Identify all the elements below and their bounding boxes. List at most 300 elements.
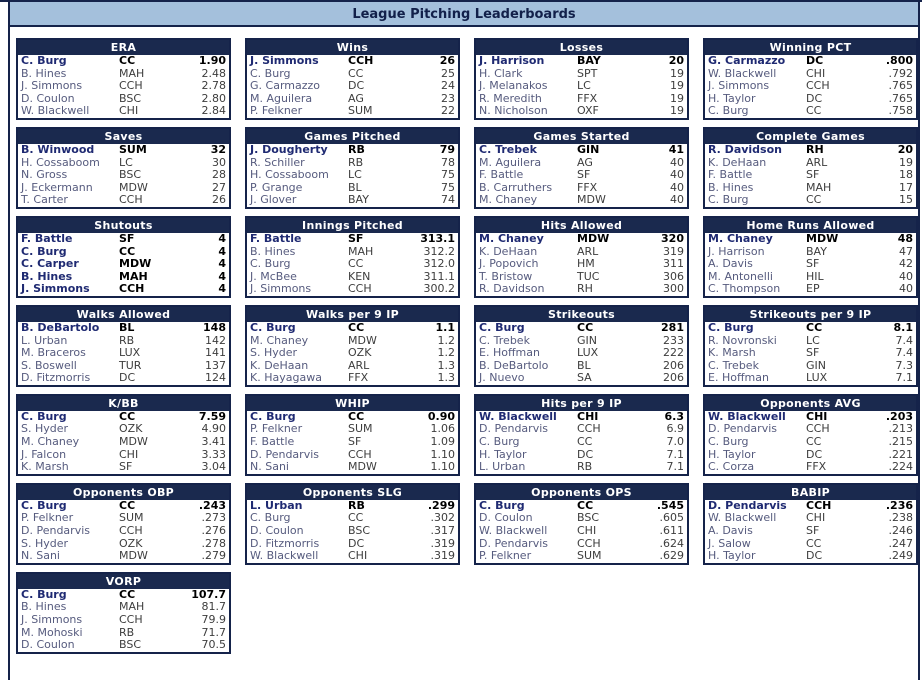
player-name[interactable]: A. Davis (708, 258, 753, 271)
player-name[interactable]: E. Hoffman (708, 372, 769, 385)
player-name[interactable]: W. Blackwell (250, 550, 319, 563)
stat-value: .792 (888, 66, 913, 80)
team-abbr: BSC (119, 638, 142, 652)
leaderboard-title: Innings Pitched (247, 218, 458, 233)
player-name[interactable]: C. Burg (708, 436, 749, 449)
team-abbr: MDW (806, 231, 839, 245)
team-abbr: OZK (119, 536, 143, 550)
leaderboard-title: Strikeouts per 9 IP (705, 307, 916, 322)
stat-value: 78 (441, 155, 455, 169)
stat-value: 306 (663, 269, 684, 283)
player-name[interactable]: S. Hyder (21, 423, 69, 436)
stat-value: 4 (218, 257, 226, 271)
team-abbr: ARL (806, 155, 828, 169)
table-row (476, 80, 687, 93)
team-abbr: HM (577, 257, 595, 271)
team-abbr: CCH (119, 79, 143, 93)
table-row (247, 283, 458, 296)
player-name[interactable]: M. Chaney (21, 436, 80, 449)
player-name[interactable]: B. Hines (708, 181, 754, 194)
table-row (247, 436, 458, 449)
leaderboard-body (247, 144, 458, 207)
team-abbr: SF (348, 435, 362, 449)
stat-value: .215 (888, 435, 913, 449)
team-abbr: DC (577, 447, 594, 461)
team-abbr: MAH (806, 180, 832, 194)
stat-value: 15 (899, 193, 913, 207)
player-name[interactable]: B. Hines (250, 245, 296, 258)
player-name[interactable]: H. Taylor (708, 550, 756, 563)
player-name[interactable]: J. Simmons (250, 283, 312, 296)
player-name[interactable]: K. Marsh (708, 347, 756, 360)
team-abbr: CHI (577, 409, 599, 423)
table-row (476, 105, 687, 118)
player-name[interactable]: J. Harrison (479, 55, 545, 67)
player-name[interactable]: K. Hayagawa (250, 372, 322, 385)
stat-value: 3.33 (201, 447, 226, 461)
leaderboard-table-opponents-ops (474, 483, 689, 565)
leaderboards-grid (10, 27, 918, 664)
stat-value: 300.2 (423, 282, 455, 296)
team-abbr: CC (577, 498, 594, 512)
player-name[interactable]: W. Blackwell (708, 410, 786, 423)
stat-value: 312.2 (423, 244, 455, 258)
stat-value: 30 (212, 155, 226, 169)
player-name[interactable]: M. Chaney (250, 334, 309, 347)
stat-value: 20 (668, 54, 684, 67)
player-name[interactable]: J. Eckermann (21, 181, 93, 194)
player-name[interactable]: P. Felkner (250, 423, 303, 436)
team-abbr: CC (348, 66, 364, 80)
leaderboard-title: WHIP (247, 396, 458, 411)
stat-value: 74 (441, 193, 455, 207)
team-abbr: CC (577, 435, 593, 449)
table-row (705, 372, 916, 385)
player-name[interactable]: H. Cossaboom (21, 156, 100, 169)
team-abbr: BSC (119, 168, 142, 182)
table-row (705, 105, 916, 118)
stat-value: 79.9 (201, 613, 226, 626)
player-name[interactable]: D. Pendarvis (479, 423, 548, 436)
team-abbr: CCH (577, 422, 601, 436)
player-name[interactable]: J. McBee (250, 270, 297, 283)
player-name[interactable]: C. Corza (708, 461, 755, 474)
player-name[interactable]: P. Felkner (479, 550, 532, 563)
team-abbr: MDW (119, 180, 148, 194)
stat-value: .319 (430, 549, 455, 563)
stat-value: 206 (663, 371, 684, 385)
player-name[interactable]: F. Battle (250, 436, 295, 449)
player-name[interactable]: R. Novronski (708, 334, 777, 347)
stat-value: 19 (670, 66, 684, 80)
player-name[interactable]: C. Burg (479, 436, 520, 449)
player-name[interactable]: G. Carmazzo (708, 55, 786, 67)
player-name[interactable]: H. Cossaboom (250, 169, 329, 182)
stat-value: 7.1 (666, 460, 684, 474)
player-name[interactable]: H. Taylor (479, 448, 527, 461)
leaderboard-body (705, 411, 916, 474)
player-name[interactable]: E. Hoffman (479, 347, 540, 360)
player-name[interactable]: D. Coulon (21, 92, 75, 105)
leaderboard-title: Games Started (476, 129, 687, 144)
player-name[interactable]: W. Blackwell (21, 105, 90, 118)
player-name[interactable]: T. Bristow (479, 270, 533, 283)
leaderboard-table-losses (474, 38, 689, 120)
team-abbr: CC (806, 435, 822, 449)
leaderboard-table-whip (245, 394, 460, 476)
player-name[interactable]: C. Burg (21, 499, 67, 512)
team-abbr: GIN (577, 333, 597, 347)
leaderboard-body (476, 144, 687, 207)
player-name[interactable]: B. Hines (21, 270, 73, 283)
player-name[interactable]: C. Burg (21, 55, 67, 67)
stat-value: 107.7 (191, 587, 226, 601)
stat-value: .605 (659, 511, 684, 525)
table-row (705, 322, 916, 335)
leaderboard-body (18, 322, 229, 385)
team-abbr: DC (348, 79, 365, 93)
table-row (247, 322, 458, 335)
player-name[interactable]: H. Clark (479, 67, 523, 80)
stat-value: 70.5 (201, 638, 226, 652)
stat-value: 7.59 (198, 409, 226, 423)
player-name[interactable]: C. Carper (21, 258, 79, 271)
stat-value: 1.09 (430, 435, 455, 449)
player-name[interactable]: J. Glover (250, 194, 297, 207)
leaderboard-body (705, 500, 916, 563)
team-abbr: EP (806, 282, 820, 296)
player-name[interactable]: C. Burg (21, 245, 67, 258)
player-name[interactable]: R. Davidson (708, 143, 782, 156)
team-abbr: FFX (577, 180, 598, 194)
player-name[interactable]: K. DeHaan (250, 359, 309, 372)
stat-value: 6.3 (664, 409, 684, 423)
player-name[interactable]: M. Chaney (479, 194, 538, 207)
player-name[interactable]: C. Burg (479, 499, 525, 512)
player-name[interactable]: J. Simmons (250, 55, 319, 67)
leaderboard-body (247, 322, 458, 385)
leaderboard-body (705, 322, 916, 385)
player-name[interactable]: C. Burg (250, 321, 296, 334)
leaderboard-body (18, 589, 229, 652)
leaderboard-table-babip (703, 483, 918, 565)
player-name[interactable]: W. Blackwell (479, 410, 557, 423)
stat-value: 32 (210, 142, 226, 156)
stat-value: 281 (661, 320, 684, 334)
player-name[interactable]: H. Taylor (708, 448, 756, 461)
stat-value: 75 (441, 180, 455, 194)
stat-value: 40 (670, 155, 684, 169)
player-name[interactable]: J. Popovich (479, 258, 539, 271)
player-name[interactable]: A. Davis (708, 525, 753, 538)
table-row (705, 550, 916, 563)
table-row (18, 614, 229, 627)
player-name[interactable]: C. Burg (708, 194, 749, 207)
table-row (18, 105, 229, 118)
stat-value: .302 (430, 511, 455, 525)
player-name[interactable]: D. Pendarvis (479, 537, 548, 550)
stat-value: 18 (899, 168, 913, 182)
team-abbr: CCH (806, 422, 830, 436)
player-name[interactable]: M. Antonelli (708, 270, 773, 283)
player-name[interactable]: J. Simmons (21, 80, 83, 93)
player-name[interactable]: M. Chaney (479, 232, 544, 245)
stat-value: 22 (441, 104, 455, 118)
team-abbr: BSC (348, 524, 371, 538)
stat-value: .221 (888, 447, 913, 461)
stat-value: 3.04 (201, 460, 226, 474)
player-name[interactable]: P. Felkner (21, 512, 74, 525)
stat-value: .238 (888, 511, 913, 525)
player-name[interactable]: J. Dougherty (250, 143, 328, 156)
player-name[interactable]: L. Urban (21, 334, 68, 347)
player-name[interactable]: M. Aguilera (250, 92, 313, 105)
table-row (18, 372, 229, 385)
player-name[interactable]: D. Coulon (479, 512, 533, 525)
player-name[interactable]: N. Sani (250, 461, 289, 474)
table-row (18, 194, 229, 207)
stat-value: .247 (888, 536, 913, 550)
leaderboard-table-home-runs-allowed (703, 216, 918, 298)
leaderboard-title: Complete Games (705, 129, 916, 144)
player-name[interactable]: F. Battle (708, 169, 753, 182)
stat-value: 19 (670, 79, 684, 93)
team-abbr: SF (119, 231, 135, 245)
stat-value: 41 (668, 142, 684, 156)
leaderboard-table-hits-per-9-ip (474, 394, 689, 476)
table-row (705, 194, 916, 207)
table-row (705, 258, 916, 271)
player-name[interactable]: B. DeBartolo (479, 359, 549, 372)
stat-value: 4 (218, 282, 226, 296)
leaderboard-table-walks-allowed (16, 305, 231, 387)
player-name[interactable]: J. Harrison (708, 245, 765, 258)
player-name[interactable]: K. Marsh (21, 461, 69, 474)
stat-value: 300 (663, 282, 684, 296)
leaderboard-table-opponents-avg (703, 394, 918, 476)
team-abbr: CHI (806, 511, 826, 525)
player-name[interactable]: F. Battle (21, 232, 73, 245)
table-row (247, 233, 458, 246)
player-name[interactable]: D. Pendarvis (708, 423, 777, 436)
table-row (18, 639, 229, 652)
player-name[interactable]: W. Blackwell (479, 525, 548, 538)
table-row (18, 144, 229, 157)
player-name[interactable]: J. Salow (708, 537, 751, 550)
player-name[interactable]: R. Meredith (479, 92, 542, 105)
player-name[interactable]: C. Thompson (708, 283, 781, 296)
stat-value: .236 (885, 498, 913, 512)
table-row (18, 550, 229, 563)
player-name[interactable]: C. Burg (250, 512, 291, 525)
stat-value: .246 (888, 524, 913, 538)
leaderboard-title: Hits Allowed (476, 218, 687, 233)
player-name[interactable]: H. Taylor (708, 92, 756, 105)
table-row (705, 55, 916, 68)
player-name[interactable]: N. Sani (21, 550, 60, 563)
table-row (476, 233, 687, 246)
table-row (18, 169, 229, 182)
team-abbr: RH (577, 282, 593, 296)
leaderboard-title: Home Runs Allowed (705, 218, 916, 233)
table-row (705, 80, 916, 93)
table-row (18, 80, 229, 93)
leaderboard-body (18, 500, 229, 563)
player-name[interactable]: C. Trebek (479, 143, 537, 156)
leaderboard-title: Losses (476, 40, 687, 55)
team-abbr: CHI (806, 66, 826, 80)
player-name[interactable]: J. Falcon (21, 448, 67, 461)
player-name[interactable]: T. Carter (21, 194, 68, 207)
leaderboard-table-wins (245, 38, 460, 120)
player-name[interactable]: C. Burg (250, 258, 291, 271)
player-name[interactable]: B. DeBartolo (21, 321, 100, 334)
player-name[interactable]: L. Urban (250, 499, 303, 512)
leaderboard-table-complete-games (703, 127, 918, 209)
player-name[interactable]: K. DeHaan (479, 245, 538, 258)
player-name[interactable]: C. Trebek (708, 359, 759, 372)
leaderboard-body (247, 500, 458, 563)
stat-value: 7.1 (895, 371, 913, 385)
player-name[interactable]: J. Simmons (21, 283, 90, 296)
stat-value: 4 (218, 244, 226, 258)
team-abbr: DC (348, 536, 365, 550)
table-row (247, 144, 458, 157)
player-name[interactable]: S. Hyder (21, 537, 69, 550)
player-name[interactable]: C. Burg (708, 321, 754, 334)
table-row (476, 550, 687, 563)
team-abbr: BL (119, 320, 135, 334)
stat-value: 148 (203, 320, 226, 334)
stat-value: .319 (430, 536, 455, 550)
stat-value: 40 (670, 168, 684, 182)
player-name[interactable]: M. Mohoski (21, 626, 83, 639)
stat-value: 233 (663, 333, 684, 347)
player-name[interactable]: M. Chaney (708, 232, 773, 245)
stat-value: .273 (201, 511, 226, 525)
leaderboard-title: Hits per 9 IP (476, 396, 687, 411)
team-abbr: CCH (119, 282, 145, 296)
leaderboard-title: K/BB (18, 396, 229, 411)
team-abbr: CC (119, 587, 136, 601)
player-name[interactable]: L. Urban (479, 461, 526, 474)
player-name[interactable]: D. Coulon (21, 639, 75, 652)
stat-value: 7.0 (666, 435, 684, 449)
team-abbr: BL (348, 180, 362, 194)
leaderboard-table-k-bb (16, 394, 231, 476)
player-name[interactable]: F. Battle (250, 232, 302, 245)
player-name[interactable]: W. Blackwell (708, 67, 777, 80)
player-name[interactable]: B. Carruthers (479, 181, 553, 194)
player-name[interactable]: C. Burg (250, 410, 296, 423)
player-name[interactable]: N. Nicholson (479, 105, 548, 118)
player-name[interactable]: P. Grange (250, 181, 303, 194)
team-abbr: SPT (577, 66, 598, 80)
team-abbr: BAY (806, 244, 827, 258)
player-name[interactable]: C. Burg (21, 588, 67, 601)
player-name[interactable]: R. Schiller (250, 156, 305, 169)
leaderboard-table-vorp (16, 572, 231, 654)
player-name[interactable]: J. Simmons (21, 614, 83, 626)
player-name[interactable]: P. Felkner (250, 105, 303, 118)
stat-value: 1.1 (435, 320, 455, 334)
team-abbr: BAY (348, 193, 369, 207)
player-name[interactable]: J. Simmons (708, 80, 770, 93)
player-name[interactable]: F. Battle (479, 169, 524, 182)
player-name[interactable]: C. Trebek (479, 334, 530, 347)
team-abbr: CCH (577, 536, 601, 550)
player-name[interactable]: S. Hyder (250, 347, 298, 360)
stat-value: 25 (441, 66, 455, 80)
player-name[interactable]: N. Gross (21, 169, 68, 182)
stat-value: .224 (888, 460, 913, 474)
stat-value: 222 (663, 346, 684, 360)
team-abbr: LC (348, 168, 362, 182)
player-name[interactable]: D. Fitzmorris (21, 372, 91, 385)
stat-value: 7.4 (895, 346, 913, 360)
team-abbr: LC (806, 333, 820, 347)
table-row (18, 55, 229, 68)
stat-value: 311 (663, 257, 684, 271)
leaderboard-title: Walks Allowed (18, 307, 229, 322)
table-row (18, 322, 229, 335)
player-name[interactable]: M. Aguilera (479, 156, 542, 169)
player-name[interactable]: D. Pendarvis (21, 525, 90, 538)
leaderboard-table-strikeouts (474, 305, 689, 387)
team-abbr: DC (806, 91, 823, 105)
table-row (705, 233, 916, 246)
player-name[interactable]: W. Blackwell (708, 512, 777, 525)
stat-value: .278 (201, 536, 226, 550)
leaderboard-body (247, 411, 458, 474)
table-row (705, 525, 916, 538)
player-name[interactable]: S. Boswell (21, 359, 77, 372)
player-name[interactable]: B. Winwood (21, 143, 95, 156)
leaderboard-table-strikeouts-per-9-ip (703, 305, 918, 387)
player-name[interactable]: C. Burg (708, 105, 749, 118)
player-name[interactable]: C. Burg (250, 67, 291, 80)
table-row (705, 461, 916, 474)
player-name[interactable]: C. Burg (21, 410, 67, 423)
player-name[interactable]: B. Hines (21, 67, 67, 80)
player-name[interactable]: D. Fitzmorris (250, 537, 320, 550)
player-name[interactable]: D. Pendarvis (250, 448, 319, 461)
table-row (247, 55, 458, 68)
stat-value: 320 (661, 231, 684, 245)
leaderboard-title: Opponents AVG (705, 396, 916, 411)
leaderboard-title: Wins (247, 40, 458, 55)
leaderboard-body (705, 233, 916, 296)
player-name[interactable]: G. Carmazzo (250, 80, 321, 93)
player-name[interactable]: R. Davidson (479, 283, 545, 296)
team-abbr: DC (806, 549, 823, 563)
player-name[interactable]: K. DeHaan (708, 156, 767, 169)
team-abbr: RB (348, 155, 364, 169)
stat-value: 312.0 (423, 257, 455, 271)
player-name[interactable]: B. Hines (21, 601, 67, 614)
player-name[interactable]: M. Braceros (21, 347, 86, 360)
team-abbr: CCH (348, 54, 374, 67)
player-name[interactable]: D. Pendarvis (708, 499, 787, 512)
team-abbr: OXF (577, 104, 599, 118)
player-name[interactable]: J. Nuevo (479, 372, 525, 385)
team-abbr: SA (577, 371, 592, 385)
stat-value: 1.90 (198, 54, 226, 67)
player-name[interactable]: J. Melanakos (479, 80, 548, 93)
player-name[interactable]: D. Coulon (250, 525, 304, 538)
page-title: League Pitching Leaderboards (10, 2, 918, 27)
player-name[interactable]: C. Burg (479, 321, 525, 334)
